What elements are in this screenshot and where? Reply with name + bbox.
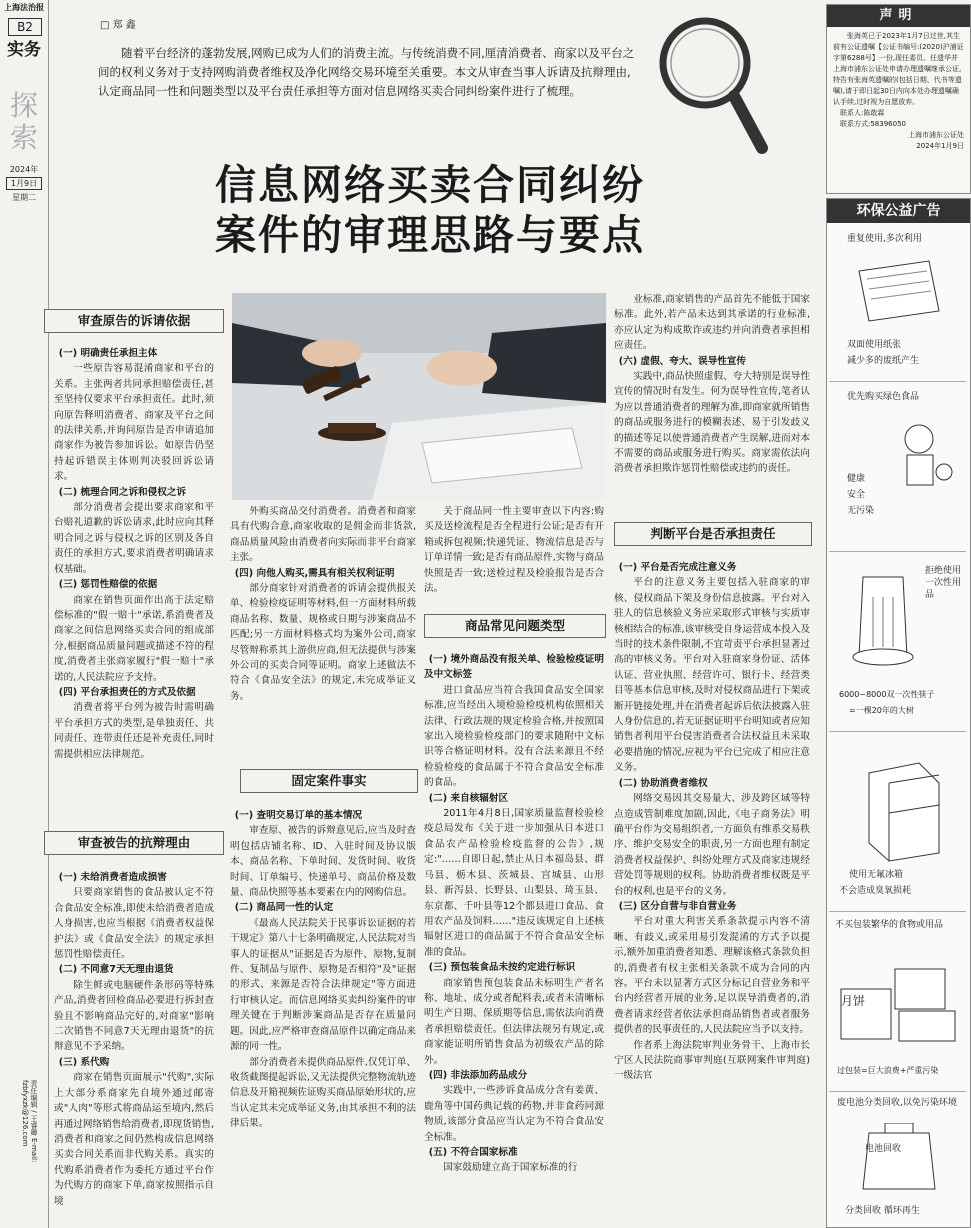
ad-caption: 月饼: [841, 994, 866, 1008]
gavel-handshake-photo: [232, 293, 606, 500]
ad-panel-battery: [829, 1093, 966, 1225]
article-title: [150, 160, 710, 260]
ad-panel-disposable: [829, 553, 966, 732]
heading-fix-facts: 固定案件事实: [240, 769, 418, 793]
issue-date: [4, 164, 44, 203]
body-paragraph: 商家在销售页面作出高于法定赔偿标准的"假一赔十"承诺,系消费者及商家之间信息网络买卖合同的组成部分,根据商品质量问题或描述不符的程度,消费者主张商家履行"假一赔十"承诺的,人民法院应予支持。: [54, 594, 214, 683]
ad-caption: 减少多的废纸产生: [847, 356, 920, 366]
ad-panel-fridge: [829, 733, 966, 912]
subheading: (三) 系代购: [58, 1056, 110, 1068]
body-paragraph: 除生鲜或电脑硬件条形码等特殊产品,消费者回检商品必要进行拆封查验且不影响商品完好的,对商家"影响二次销售不同意7天无理由退货"的抗辩意见不予采纳。: [54, 979, 214, 1053]
body-paragraph: 国家鼓励建立高于国家标准的行: [443, 1162, 578, 1174]
subheading: (二) 来自核辐射区: [428, 792, 509, 804]
ad-panel-packaging: [829, 913, 966, 1092]
subheading: (一) 平台是否完成注意义务: [618, 562, 737, 573]
article-intro: 随着平台经济的蓬勃发展,网购已成为人们的消费主流。与传统消费不同,厘清消费者、商家以及平台之间的权利义务对于支持网购消费者维权及净化网络交易环境至关重要。本文从审查当事人诉请及抗辩理由,认定商品同一性和问题类型以及平台责任承担等方面对信息网络买卖合同纠纷案件进行了梳理。: [98, 46, 635, 98]
paper-stack-icon: [849, 251, 949, 331]
notice-body: 张海英已于2023年1月7日过世,其生前有公证遗嘱【公证书编号:(2020)沪浦证字第6288号】一份,现任委员、任遗华并上海市浦东公证处申请办理遗嘱继承公证,特告有张海英遗嘱的(包括日期、代书等遗嘱),请于即日起30日内向本处办理遗嘱确认手续,过时视为自愿放弃。: [833, 32, 964, 106]
fridge-icon: [849, 753, 949, 863]
column-4-bottom: [614, 560, 810, 1226]
child-food-icon: [889, 417, 959, 507]
heading-product-problems: 商品常见问题类型: [424, 614, 606, 638]
body-paragraph: 商家销售预包装食品未标明生产者名称、地址、成分或者配料表,或者未清晰标明生产日期、保质期等信息,需依法向消费者承担赔偿责任。但法律法规另有规定,或商家能证明所销售食品为初级农产品的除外。: [424, 977, 604, 1066]
notice-box: [826, 4, 971, 194]
body-paragraph: 网络交易因其交易量大、涉及跨区域等特点造成管制难度加剧,因此,《电子商务法》明确平台作为交易组织者,一方面负有维系交易秩序、维护交易安全的职责,另一方面也理有制定消费者权益保护、纠纷处理方式及商家违规经营处罚等规则的权利。协助消费者维权既是平台的权利,也是平台的义务。: [614, 793, 810, 897]
ad-caption: 使用无氟冰箱: [849, 870, 904, 880]
ad-caption: 优先购买绿色食品: [847, 392, 920, 402]
heading-plaintiff-claims: 审查原告的诉请依据: [44, 309, 224, 333]
page-number: B2: [8, 18, 42, 36]
ad-caption: 电池回收: [865, 1144, 902, 1154]
ad-caption: 拒绝使用一次性用品: [925, 566, 962, 600]
subheading: (六) 虚假、夸大、误导性宣传: [618, 355, 747, 367]
body-paragraph: 商家在销售页面展示"代购",实际上大部分系商家先自境外通过邮寄或"人肉"等形式将商品运至境内,然后再通过网络销售给消费者,即现货销售,消费者和商家之间仍然构成信息网络买卖合同关系而非代购关系。真实的代购系消费者作为委托方通过平台作为代购方的商家下单,商家按照指示自境: [54, 1072, 214, 1207]
ad-caption: 分类回收 循环再生: [845, 1206, 920, 1216]
ad-caption: 6000~8000双一次性筷子: [839, 690, 935, 699]
body-paragraph: 作者系上海法院审判业务骨干、上海市长宁区人民法院商事审判庭(互联网案件审判庭)一级法官: [614, 1039, 810, 1082]
body-paragraph: 2011年4月8日,国家质量监督检验检疫总局发布《关于进一步加强从日本进口食品农产品检验检疫监督的公告》,规定:"……自即日起,禁止从日本福岛县、群马县、栃木县、茨城县、宫城县、山形县、新泻县、长野县、山梨县、琦玉县、东京都、千叶县等12个都县进口食品、食用农产品及饲料……"违反该规定自上述核辐射区进口的商品属于不符合食品安全标准的食品。: [424, 808, 604, 958]
magnifier-icon: [650, 8, 770, 158]
ad-caption: 无污染: [847, 506, 875, 516]
column-name: 探索: [9, 89, 38, 154]
subheading: (二) 协助消费者维权: [618, 777, 708, 789]
ad-caption: 安全: [847, 490, 866, 500]
notice-date: 2024年1月9日: [916, 142, 964, 150]
body-paragraph: 实践中,一些涉诉食品成分含有姜黄、鹿角等中国药典记载的药物,并非食药同源物质,该部分食品应当认定为不符合食品安全标准。: [424, 1085, 604, 1143]
body-paragraph: 部分商家针对消费者的诉请会提供报关单、检验检疫证明等材料,但一方面材料所载商品名称、数量、规格或日期与涉案商品不匹配;另一方面材料格式均为案外公司,商家尽管辩称系其上游供应商,但无法提供与涉案外公司的买卖合同等证明。商家上述做法不符合《食品安全法》的规定,未完成举证义务。: [230, 583, 416, 702]
subheading: (三) 惩罚性赔偿的依据: [58, 579, 158, 591]
column-1-top: [54, 346, 214, 828]
column-3-top: [424, 504, 604, 612]
body-paragraph: 部分消费者会提出要求商家和平台赔礼道歉的诉讼请求,此时应向其释明合同之诉与侵权之诉的区别及各自责任的承担方式,要求消费者明确请求权基础。: [54, 502, 214, 575]
issue-day: 1月9日: [6, 177, 42, 190]
body-paragraph: 消费者将平台列为被告时需明确平台承担方式的类型,是单独责任、共同责任、连带责任还是补充责任,同时需提供相应法律规范。: [54, 702, 214, 760]
body-paragraph: 部分消费者未提供商品原件,仅凭订单、收货截图提起诉讼,又无法提供完整物流轨迹信息及开箱视频佐证购买商品原始形状的,应当认定其未完成举证义务,由其承担不利的法律后果。: [230, 1056, 416, 1130]
subheading: (一) 境外商品没有报关单、检验检疫证明及中文标签: [424, 654, 604, 681]
body-paragraph: 平台的注意义务主要包括入驻商家的审核、侵权商品下架及身份信息披露。平台对入驻人的信息核验义务应采取形式审核与实质审核相结合的标准,该审核受自身运营成本投入及当时的技术条件限制,不宜苛责平台承担显著过高的审核义务。平台对入驻商家身份证、活体认证、营业执照、经营许可、银行卡、经营类目等基本信息审核,及时对侵权商品进行下架或断开链接处理,并在消费者起诉后依法披露入驻人身份信息的,若无证据证明平台明知或者应知销售者利用平台侵害消费者合法权益且未采取必要措施的情况,应视为平台已完成了相应注意义务。: [614, 577, 810, 774]
subheading: (五) 不符合国家标准: [428, 1147, 518, 1158]
left-rail: [0, 0, 49, 1228]
battery-bin-icon: [849, 1123, 949, 1193]
body-paragraph: 审查原、被告的诉辩意见后,应当及时查明包括店铺名称、ID、入驻时间及协议版本、商品名称、下单时间、发货时间、收货时间、订单编号、快递单号、商品价格及数量、商品快照等基本要素在内的网购信息。: [230, 825, 416, 899]
ad-caption: 重复使用,多次利用: [847, 234, 922, 244]
subheading: (四) 向他人购买,需具有相关权利证明: [234, 567, 395, 579]
eco-ad: [826, 198, 971, 1228]
heading-defendant-defense: 审查被告的抗辩理由: [44, 831, 224, 855]
notice-title: 声明: [827, 5, 970, 27]
body-paragraph: 实践中,商品快照虚假、夸大特别是误导性宣传的情况时有发生。何为误导性宣传,笔者认为应以普通消费者的理解为准,即商家就所销售的商品或服务进行的模糊表述、易于引发歧义的描述等足以使普通消费者产生误解,进而对本不需要的商品或服务进行购买。商家需依法向消费者承担欺诈惩罚性赔偿或违约的责任。: [614, 371, 810, 475]
subheading: (二) 商品同一性的认定: [234, 902, 334, 914]
body-paragraph: 外购买商品交付消费者。消费者和商家具有代购合意,商家收取的是佣金而非货款,商品质量风险由消费者向实际而非平台商家主张。: [230, 506, 416, 564]
tree-stump-icon: [843, 567, 923, 677]
subheading: (一) 查明交易订单的基本情况: [234, 810, 363, 821]
title-line-2: 案件的审理思路与要点: [215, 211, 645, 259]
ad-caption: 健康: [847, 474, 866, 484]
ad-caption: =一棵20年的大树: [849, 706, 914, 715]
subheading: (三) 区分自营与非自营业务: [618, 900, 737, 912]
notice-phone: 联系方式:58396050: [840, 120, 906, 128]
column-2-top: [230, 504, 416, 766]
editor-credit: 责任编辑 / 王睿卿 E-mail: fzbfyxzk@126.com: [21, 1080, 38, 1163]
author-byline: □ 郑 鑫: [100, 20, 136, 31]
ad-panel-paper: [829, 227, 966, 382]
subheading: (一) 未给消费者造成损害: [58, 872, 167, 883]
notice-contact: 联系人:陈敢霖: [840, 109, 885, 117]
ad-caption: 过包装=巨大浪费+严重污染: [837, 1066, 939, 1075]
body-paragraph: 只要商家销售的食品被认定不符合食品安全标准,即使未给消费者造成人身损害,也应当根据《消费者权益保护法》或《食品安全法》的规定承担惩罚性赔偿责任。: [54, 887, 214, 961]
column-4-top: [614, 292, 810, 516]
subheading: (二) 梳理合同之诉和侵权之诉: [58, 486, 187, 498]
column-2-bottom: [230, 808, 416, 1226]
body-paragraph: 业标准,商家销售的产品首先不能低于国家标准。此外,若产品未达到其承诺的行业标准,亦应认定为构成欺诈或违约并向消费者承担相应责任。: [614, 294, 810, 352]
subheading: (一) 明确责任承担主体: [58, 348, 158, 359]
subheading: (三) 预包装食品未按约定进行标识: [428, 962, 576, 974]
body-paragraph: 进口食品应当符合我国食品安全国家标准,应当经出入境检验检疫机构依照相关法律、行政法规的规定检验合格,并按照国家出入境检验检疫部门的要求随附中文标识等合格证明材料。没有合法来源且不经检验检疫的食品属于不符合食品安全标准的食品。: [424, 684, 604, 789]
body-paragraph: 一些原告容易混淆商家和平台的关系。主张两者共同承担赔偿责任,甚至坚持仅要求平台承担责任。此时,须向原告释明消费者、商家及平台之间的法律关系,并询问原告是否申请追加商家作为被告参加诉讼。如原告仍坚持起诉错误主体则判决驳回诉讼请求。: [54, 363, 214, 483]
notice-org: 上海市浦东公证处: [908, 131, 964, 139]
section-name: 实务: [7, 40, 41, 60]
newspaper-name: 上海法治报: [4, 2, 44, 12]
body-paragraph: 关于商品同一性主要审查以下内容:购买及送检流程是否全程进行公证;是否有开箱或拆包视频;快递凭证、物流信息是否与订单详情一致;是否有商品原件,实物与商品快照是否一致;送检过程及检验报告是否合法。: [424, 506, 604, 595]
ad-caption: 不会造成臭氧损耗: [839, 886, 912, 896]
heading-platform-liability: 判断平台是否承担责任: [614, 522, 812, 546]
subheading: (四) 平台承担责任的方式及依据: [58, 686, 196, 698]
ad-caption: 废电池分类回收,以免污染环境: [837, 1098, 957, 1108]
subheading: (二) 不同意7天无理由退货: [58, 964, 174, 976]
issue-weekday: 星期二: [12, 193, 36, 202]
ad-title: 环保公益广告: [827, 199, 970, 223]
ad-caption: 双面使用纸张: [847, 340, 902, 350]
column-1-bottom: [54, 870, 214, 1226]
subheading: (四) 非法添加药品成分: [428, 1069, 528, 1081]
column-3-bottom: [424, 652, 604, 1226]
issue-year: 2024年: [9, 165, 39, 174]
body-paragraph: 平台对重大利害关系条款提示内容不清晰、有歧义,或采用易引发混淆的方式予以提示,额外加重消费者知悉、理解该格式条款负担的,消费者有权主张相关条款不成为合同的内容。平台未以显著方式区分标记自营业务和平台内经营者开展的业务,足以误导消费者的,消费者请求经营者依法承担商品销售者或者服务提供者的民事责任的,人民法院应当予以支持。: [614, 916, 810, 1036]
body-paragraph: 《最高人民法院关于民事诉讼证据的若干规定》第八十七条明确规定,人民法院对当事人的证据从"证据是否为原件、原物,复制件、复制品与原件、原物是否相符"及"证据的形式、来源是否符合法律规定"等方面进行审核认定。而信息网络买卖纠纷案件的审理关键在于判断涉案商品是否存在质量问题。因此,应严格审查商品原件以确定商品来源的同一性。: [230, 917, 416, 1053]
ad-panel-green-food: [829, 383, 966, 552]
title-line-1: 信息网络买卖合同纠纷: [215, 161, 645, 209]
ad-caption: 不买包装繁华的食物或用品: [835, 920, 944, 930]
